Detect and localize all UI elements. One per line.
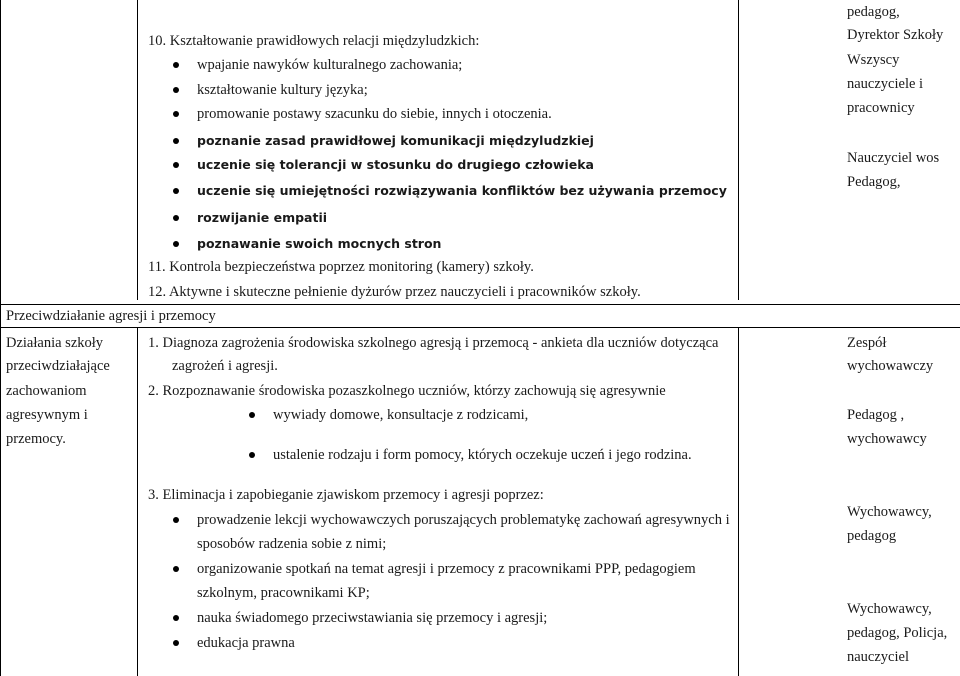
- responsible-line: Wszyscy: [847, 52, 900, 68]
- item-1-cont: zagrożeń i agresji.: [172, 358, 278, 374]
- item-10: 10. Kształtowanie prawidłowych relacji międzyludzkich:: [148, 33, 480, 49]
- left-label-line: przeciwdziałające: [6, 358, 110, 374]
- bullet-text: kształtowanie kultury języka;: [197, 82, 368, 98]
- bullet-text: ustalenie rodzaju i form pomocy, których oczekuje uczeń i jego rodzina.: [273, 447, 692, 463]
- column-divider-left: [137, 0, 138, 300]
- bullet-text: wywiady domowe, konsultacje z rodzicami,: [273, 407, 529, 423]
- responsible-line: Zespół: [847, 335, 887, 351]
- left-label-line: Działania szkoły: [6, 335, 104, 351]
- bullet-icon: [173, 517, 179, 523]
- responsible-line: pracownicy: [847, 100, 915, 116]
- bullet-text-bold: uczenie się umiejętności rozwiązywania konfliktów bez używania przemocy: [197, 183, 727, 198]
- item-12: 12. Aktywne i skuteczne pełnienie dyżurów przez nauczycieli i pracowników szkoły.: [148, 284, 641, 300]
- bullet-icon: [173, 62, 179, 68]
- bullet-icon: [173, 241, 179, 247]
- responsible-line: Nauczyciel wos: [847, 150, 940, 166]
- responsible-line: Pedagog ,: [847, 407, 905, 423]
- responsible-line: nauczyciele i: [847, 76, 924, 92]
- bullet-icon: [173, 162, 179, 168]
- bullet-icon: [173, 87, 179, 93]
- item-1: 1. Diagnoza zagrożenia środowiska szkolnego agresją i przemocą - ankieta dla uczniów dotycząca: [148, 335, 719, 351]
- responsible-line: pedagog,: [847, 4, 900, 20]
- left-label-line: agresywnym i: [6, 407, 88, 423]
- bullet-text-bold: rozwijanie empatii: [197, 210, 328, 225]
- bullet-text-bold: poznanie zasad prawidłowej komunikacji międzyludzkiej: [197, 133, 594, 148]
- bullet-icon: [173, 566, 179, 572]
- column-divider-right-b: [738, 328, 739, 676]
- bullet-icon: [173, 138, 179, 144]
- left-label-line: zachowaniom: [6, 383, 87, 399]
- left-label-line: przemocy.: [6, 431, 66, 447]
- responsible-line: pedagog: [847, 528, 897, 544]
- row-divider-top: [0, 304, 960, 305]
- bullet-text: prowadzenie lekcji wychowawczych poruszających problematykę zachowań agresywnych i: [197, 512, 730, 528]
- bullet-icon: [173, 615, 179, 621]
- row-divider-heading: [0, 327, 960, 328]
- bullet-text: organizowanie spotkań na temat agresji i przemocy z pracownikami PPP, pedagogiem: [197, 561, 696, 577]
- bullet-text-cont: sposobów radzenia sobie z nimi;: [197, 536, 387, 552]
- column-divider-left-b: [137, 328, 138, 676]
- bullet-text-bold: poznawanie swoich mocnych stron: [197, 236, 442, 251]
- responsible-line: Pedagog,: [847, 174, 901, 190]
- responsible-line: wychowawcy: [847, 431, 927, 447]
- table-left-border: [0, 0, 1, 676]
- responsible-line: Dyrektor Szkoły: [847, 27, 944, 43]
- responsible-line: nauczyciel: [847, 649, 909, 665]
- bullet-text: edukacja prawna: [197, 635, 295, 651]
- responsible-line: Wychowawcy,: [847, 601, 932, 617]
- responsible-line: wychowawczy: [847, 358, 934, 374]
- column-divider-right: [738, 0, 739, 300]
- bullet-icon: [173, 111, 179, 117]
- section-heading: Przeciwdziałanie agresji i przemocy: [6, 308, 216, 324]
- bullet-icon: [249, 412, 255, 418]
- bullet-icon: [249, 452, 255, 458]
- responsible-line: pedagog, Policja,: [847, 625, 948, 641]
- item-2: 2. Rozpoznawanie środowiska pozaszkolnego uczniów, którzy zachowują się agresywnie: [148, 383, 666, 399]
- bullet-text-bold: uczenie się tolerancji w stosunku do drugiego człowieka: [197, 157, 594, 172]
- responsible-line: Wychowawcy,: [847, 504, 932, 520]
- bullet-icon: [173, 188, 179, 194]
- bullet-text: promowanie postawy szacunku do siebie, innych i otoczenia.: [197, 106, 552, 122]
- bullet-icon: [173, 215, 179, 221]
- item-3: 3. Eliminacja i zapobieganie zjawiskom przemocy i agresji poprzez:: [148, 487, 544, 503]
- item-11: 11. Kontrola bezpieczeństwa poprzez monitoring (kamery) szkoły.: [148, 259, 534, 275]
- bullet-text: wpajanie nawyków kulturalnego zachowania;: [197, 57, 463, 73]
- bullet-text: nauka świadomego przeciwstawiania się przemocy i agresji;: [197, 610, 548, 626]
- bullet-icon: [173, 640, 179, 646]
- bullet-text-cont: szkolnym, pracownikami KP;: [197, 585, 370, 601]
